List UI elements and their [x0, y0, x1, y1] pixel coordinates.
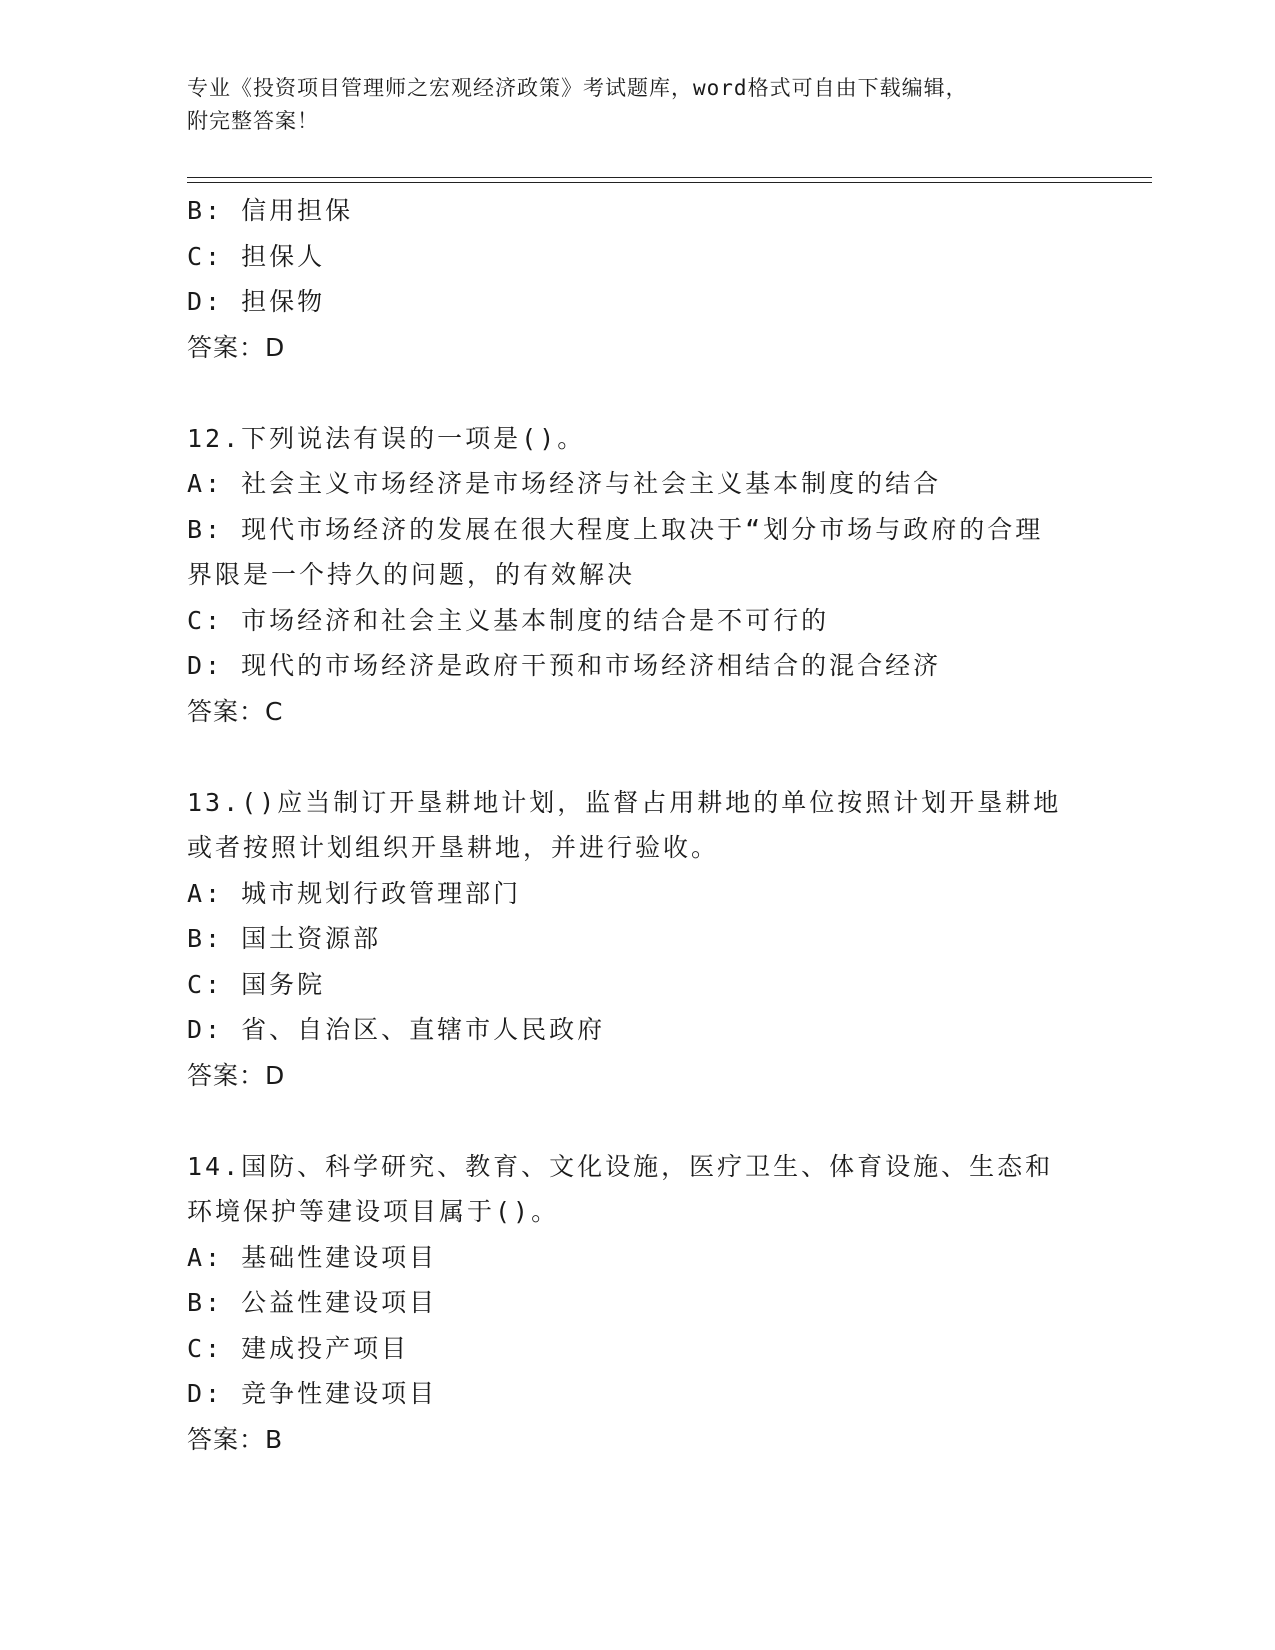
question-number: 13.: [187, 787, 242, 817]
option-d: [187, 1371, 1087, 1417]
answer-line: 答案：D: [187, 332, 286, 362]
answer-line: 答案：C: [187, 696, 284, 726]
option-label: C:: [187, 1333, 224, 1363]
question-13: [187, 780, 1087, 1099]
question-stem-text: 国防、科学研究、教育、文化设施，医疗卫生、体育设施、生态和: [241, 1151, 1054, 1181]
answer-line: 答案：D: [187, 1060, 286, 1090]
option-label: A:: [187, 878, 224, 908]
option-text: 基础性建设项目: [241, 1242, 438, 1272]
header-line-2: 附完整答案！: [187, 109, 319, 133]
header-divider-bottom: [187, 182, 1152, 183]
option-label: C:: [187, 969, 224, 999]
option-label: C:: [187, 605, 224, 635]
option-b: [187, 507, 1087, 553]
option-label: B:: [187, 196, 224, 225]
option-b: [187, 1280, 1087, 1326]
option-c: [187, 1326, 1087, 1372]
option-text: 社会主义市场经济是市场经济与社会主义基本制度的结合: [241, 469, 942, 498]
option-d: [187, 643, 1087, 689]
option-text: 建成投产项目: [241, 1333, 410, 1363]
question-14: [187, 1144, 1087, 1463]
option-a: [187, 461, 1087, 507]
option-label: B:: [187, 924, 224, 953]
header-divider-top: [187, 177, 1152, 178]
option-text: 城市规划行政管理部门: [241, 878, 522, 908]
option-b: [187, 916, 1087, 962]
option-text: 现代的市场经济是政府干预和市场经济相结合的混合经济: [241, 651, 942, 680]
spacer: [187, 734, 1087, 780]
question-stem-continued: 或者按照计划组织开垦耕地，并进行验收。: [187, 833, 720, 862]
option-text: 担保物: [241, 287, 326, 316]
question-content: [187, 188, 1087, 1462]
option-a: [187, 871, 1087, 917]
option-b: [187, 188, 1087, 234]
document-header: [187, 72, 1067, 138]
option-text: 市场经济和社会主义基本制度的结合是不可行的: [241, 605, 830, 635]
option-d: [187, 279, 1087, 325]
option-label: A:: [187, 1242, 224, 1272]
question-stem: [187, 416, 1087, 462]
option-b-continued: 界限是一个持久的问题，的有效解决: [187, 560, 636, 589]
option-label: A:: [187, 469, 224, 498]
option-label: D:: [187, 1015, 224, 1044]
question-stem: [187, 780, 1087, 826]
option-text: 国土资源部: [241, 924, 382, 953]
option-d: [187, 1007, 1087, 1053]
option-label: D:: [187, 1379, 224, 1408]
option-c: [187, 598, 1087, 644]
question-number: 12.: [187, 423, 242, 453]
option-text: 现代市场经济的发展在很大程度上取决于“划分市场与政府的合理: [241, 514, 1044, 544]
question-number: 14.: [187, 1151, 242, 1181]
option-label: B:: [187, 1288, 224, 1317]
continuation-block: [187, 188, 1087, 370]
option-text: 国务院: [241, 969, 326, 999]
question-stem-text: 下列说法有误的一项是()。: [241, 423, 586, 453]
option-c: [187, 234, 1087, 280]
spacer: [187, 370, 1087, 416]
question-stem: [187, 1144, 1087, 1190]
answer-line: 答案：B: [187, 1424, 284, 1454]
option-label: D:: [187, 287, 224, 316]
option-label: D:: [187, 651, 224, 680]
option-c: [187, 962, 1087, 1008]
spacer: [187, 1098, 1087, 1144]
question-stem-continued: 环境保护等建设项目属于()。: [187, 1197, 560, 1226]
question-stem-text: ()应当制订开垦耕地计划，监督占用耕地的单位按照计划开垦耕地: [241, 787, 1062, 817]
option-label: B:: [187, 514, 224, 544]
option-text: 省、自治区、直辖市人民政府: [241, 1015, 606, 1044]
question-12: [187, 416, 1087, 735]
option-label: C:: [187, 241, 224, 271]
option-a: [187, 1235, 1087, 1281]
option-text: 公益性建设项目: [241, 1288, 438, 1317]
option-text: 担保人: [241, 241, 326, 271]
header-line-1: 专业《投资项目管理师之宏观经济政策》考试题库，word格式可自由下载编辑，: [187, 76, 968, 100]
option-text: 信用担保: [241, 196, 354, 225]
option-text: 竞争性建设项目: [241, 1379, 438, 1408]
